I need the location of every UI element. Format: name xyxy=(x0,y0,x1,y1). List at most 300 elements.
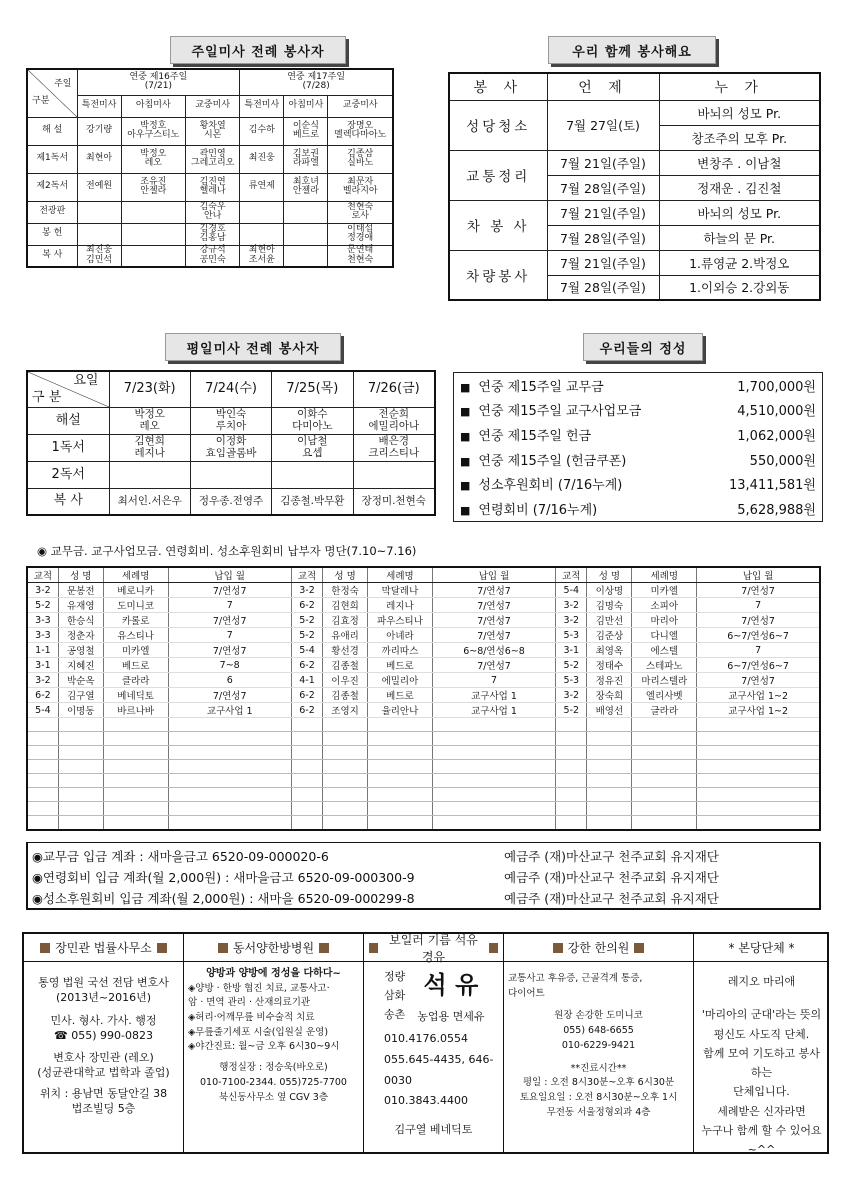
empty-cell xyxy=(632,760,697,774)
offering-label: ■ 연중 제15주일 헌금 xyxy=(460,425,737,444)
empty-cell xyxy=(587,788,632,802)
sunday-cell: 최진웅 xyxy=(240,145,284,173)
tea-label: 차 봉 사 xyxy=(449,200,547,250)
empty-cell xyxy=(103,774,168,788)
sunday-cell: 최호녀 안젤라 xyxy=(284,173,328,201)
account-line: ◉교무금 입금 계좌 : 새마을금고 6520-09-000020-6 xyxy=(32,849,329,864)
sunday-col-header: 교중미사 xyxy=(186,95,240,117)
sunday-cell: 류연제 xyxy=(240,173,284,201)
payer-cell: 교구사업 1~2 xyxy=(697,688,820,703)
payer-cell: 7/연성7 xyxy=(168,613,291,628)
table-row xyxy=(27,673,820,688)
ad-line: 평일 : 오전 8시30분~오후 6시30분 xyxy=(522,1077,675,1089)
cleaning-who: 창조주의 모후 Pr. xyxy=(659,125,820,150)
together-header-who: 누 가 xyxy=(659,73,820,100)
payer-cell: 지혜진 xyxy=(58,658,103,673)
payer-cell: 유스티나 xyxy=(103,628,168,643)
together-header-what: 봉 사 xyxy=(449,73,547,100)
empty-cell xyxy=(432,802,555,816)
empty-cell xyxy=(367,718,432,732)
payer-cell: 에스텔 xyxy=(632,643,697,658)
empty-cell xyxy=(367,802,432,816)
payer-cell: 김명숙 xyxy=(587,598,632,613)
payer-cell: 아녜라 xyxy=(367,628,432,643)
payer-cell: 마리아 xyxy=(632,613,697,628)
weekday-day-header: 7/25(목) xyxy=(272,371,353,407)
ad-line: 행정실장 : 정승욱(바오로) xyxy=(219,1062,328,1074)
table-row xyxy=(27,643,820,658)
empty-cell xyxy=(632,816,697,830)
payer-cell: 율리안나 xyxy=(367,703,432,718)
payer-cell: 최영옥 xyxy=(587,643,632,658)
sunday-cell xyxy=(121,201,185,223)
empty-cell xyxy=(103,802,168,816)
weekday-row-label: 2독서 xyxy=(27,461,109,488)
ad-line: 세례받은 신자라면 xyxy=(717,1104,806,1118)
ad-line: ◈무릎줄기세포 시술(입원실 운영) xyxy=(188,1026,329,1038)
table-row xyxy=(27,583,820,598)
empty-cell xyxy=(291,816,322,830)
payer-cell: 7/연성7 xyxy=(432,658,555,673)
payer-cell: 정태수 xyxy=(587,658,632,673)
sunday-cell: 장명오 멜렉다마아노 xyxy=(328,117,393,145)
empty-cell xyxy=(587,732,632,746)
payer-cell: 김구열 xyxy=(58,688,103,703)
payers-header: 교적 xyxy=(291,567,322,583)
payer-cell: 베드로 xyxy=(367,658,432,673)
sunday-cell: 최문자 벨라지아 xyxy=(328,173,393,201)
ad-line: 김구열 베네딕토 xyxy=(394,1123,473,1137)
empty-cell xyxy=(58,788,103,802)
weekday-day-header: 7/24(수) xyxy=(190,371,271,407)
payers-header: 납입 월 xyxy=(432,567,555,583)
payer-cell: 5-2 xyxy=(291,628,322,643)
empty-cell xyxy=(697,746,820,760)
payer-cell: 박순옥 xyxy=(58,673,103,688)
ad-line: 010.4176.0554 xyxy=(384,1031,468,1045)
payer-cell: 황선경 xyxy=(323,643,368,658)
payers-header-row xyxy=(27,567,820,583)
empty-cell xyxy=(168,788,291,802)
empty-cell xyxy=(697,732,820,746)
sunday-cell xyxy=(121,245,185,267)
vehicle-when: 7월 28일(주일) xyxy=(547,275,659,300)
sunday-cell: 문연태 천현숙 xyxy=(328,245,393,267)
ad-lawyer-title: 장민관 법률사무소 xyxy=(55,941,152,955)
payer-cell: 정춘자 xyxy=(58,628,103,643)
empty-cell xyxy=(367,760,432,774)
payer-cell: 교구사업 1 xyxy=(432,703,555,718)
empty-cell xyxy=(556,816,587,830)
weekday-cell xyxy=(190,461,271,488)
weekday-table xyxy=(26,370,436,516)
payer-cell: 까리따스 xyxy=(367,643,432,658)
ad-clinic-title: 강한 한의원 xyxy=(567,941,630,955)
payer-cell: 파우스티나 xyxy=(367,613,432,628)
empty-cell xyxy=(27,746,58,760)
empty-cell xyxy=(103,718,168,732)
vehicle-when: 7월 21일(주일) xyxy=(547,250,659,275)
ad-line: 다이어트 xyxy=(508,987,545,999)
offering-list xyxy=(453,372,823,522)
payers-header: 성 명 xyxy=(587,567,632,583)
account-holder: 예금주 (재)마산교구 천주교회 유지재단 xyxy=(504,891,719,906)
weekday-cell: 김종철.박무환 xyxy=(272,488,353,515)
empty-cell xyxy=(103,788,168,802)
payer-cell: 7/연성7 xyxy=(432,628,555,643)
payer-cell: 김효정 xyxy=(323,613,368,628)
sunday-cell xyxy=(240,201,284,223)
vehicle-who: 1.류영균 2.박정오 xyxy=(659,250,820,275)
ad-line: ◈허리·어깨무릎 비수술적 치료 xyxy=(188,1011,315,1023)
weekday-row-label: 1독서 xyxy=(27,434,109,461)
table-row xyxy=(27,658,820,673)
payer-cell: 3-3 xyxy=(27,628,58,643)
sunday-cell: 박정호 아우구스티노 xyxy=(121,117,185,145)
payers-header: 세례명 xyxy=(367,567,432,583)
together-table xyxy=(448,72,821,301)
sunday-cell: 김진연 헬레나 xyxy=(186,173,240,201)
empty-cell xyxy=(556,718,587,732)
ad-hospital xyxy=(184,934,364,1152)
empty-cell xyxy=(323,732,368,746)
payer-cell: 이명동 xyxy=(58,703,103,718)
payer-cell: 7 xyxy=(697,643,820,658)
ad-oil xyxy=(364,934,504,1152)
weekday-cell: 배은경 크리스티나 xyxy=(353,434,435,461)
week1-label: 연중 제16주일 xyxy=(129,71,188,82)
payer-cell: 배영선 xyxy=(587,703,632,718)
payers-header: 납입 월 xyxy=(697,567,820,583)
ad-line: 원장 손강한 도미니코 xyxy=(554,1010,643,1022)
payer-cell: 카롤로 xyxy=(103,613,168,628)
ad-line: ◈양방 · 한방 협진 치료, 교통사고· xyxy=(188,982,330,994)
sunday-cell: 조유진 안젤라 xyxy=(121,173,185,201)
payer-cell: 스테파노 xyxy=(632,658,697,673)
empty-cell xyxy=(556,802,587,816)
ad-line: (2013년~2016년) xyxy=(55,990,152,1004)
payer-cell: 클라라 xyxy=(103,673,168,688)
payer-cell: 교구사업 1 xyxy=(432,688,555,703)
payer-cell: 소피아 xyxy=(632,598,697,613)
sunday-cell: 이태섭 정경애 xyxy=(328,223,393,245)
payer-cell: 7 xyxy=(168,598,291,613)
sunday-row xyxy=(27,201,393,223)
offering-amount: 4,510,000원 xyxy=(737,404,816,420)
empty-cell xyxy=(291,802,322,816)
payer-cell: 3-2 xyxy=(556,613,587,628)
empty-cell xyxy=(323,746,368,760)
empty-cell xyxy=(323,718,368,732)
empty-cell xyxy=(697,774,820,788)
empty-cell xyxy=(587,774,632,788)
empty-cell xyxy=(168,816,291,830)
payer-cell: 6-2 xyxy=(291,703,322,718)
payer-cell: 6~7/연성6~7 xyxy=(697,658,820,673)
weekday-day-header: 7/23(화) xyxy=(109,371,190,407)
table-row xyxy=(27,598,820,613)
weekday-row xyxy=(27,461,435,488)
payer-cell: 한승식 xyxy=(58,613,103,628)
payer-cell: 이상명 xyxy=(587,583,632,598)
table-row xyxy=(27,688,820,703)
ad-line: ☎ 055) 990-0823 xyxy=(54,1028,153,1042)
empty-cell xyxy=(697,760,820,774)
payer-cell: 7/연성7 xyxy=(697,583,820,598)
empty-cell xyxy=(587,816,632,830)
sunday-cell: 황차열 시몬 xyxy=(186,117,240,145)
payer-cell: 6-2 xyxy=(291,658,322,673)
payer-cell: 교구사업 1~2 xyxy=(697,703,820,718)
offering-row xyxy=(454,471,822,496)
tea-who: 바뇌의 성모 Pr. xyxy=(659,200,820,225)
payer-cell: 7 xyxy=(697,598,820,613)
ad-oil-coop: 농업용 면세유 xyxy=(417,1009,485,1023)
empty-cell xyxy=(432,788,555,802)
weekday-cell: 이화수 다미아노 xyxy=(272,407,353,434)
ad-oil-title: 보일러 기름 석유 경유 xyxy=(389,932,478,964)
payer-cell: 6~8/연성6~8 xyxy=(432,643,555,658)
sunday-col-header: 특전미사 xyxy=(240,95,284,117)
sunday-cell: 이순식 베드로 xyxy=(284,117,328,145)
empty-cell xyxy=(632,746,697,760)
offering-row xyxy=(454,447,822,472)
sunday-corner-bottom: 구분 xyxy=(32,96,50,107)
payer-cell: 3-1 xyxy=(27,658,58,673)
sunday-row xyxy=(27,173,393,201)
weekday-cell: 박정오 레오 xyxy=(109,407,190,434)
weekday-cell: 장정미.천현숙 xyxy=(353,488,435,515)
tea-when: 7월 21일(주일) xyxy=(547,200,659,225)
traffic-when: 7월 21일(주일) xyxy=(547,150,659,175)
empty-cell xyxy=(291,746,322,760)
weekday-day-header: 7/26(금) xyxy=(353,371,435,407)
ad-group-title: * 본당단체 * xyxy=(694,934,829,962)
empty-cell xyxy=(168,746,291,760)
ad-line: 토요일요일 : 오전 8시30분~오후 1시 xyxy=(519,1092,678,1104)
empty-cell xyxy=(697,788,820,802)
payer-cell: 7/연성7 xyxy=(168,583,291,598)
payer-cell: 문봉전 xyxy=(58,583,103,598)
empty-cell xyxy=(367,816,432,830)
payer-cell: 7/연성7 xyxy=(432,613,555,628)
payer-cell: 5-4 xyxy=(291,643,322,658)
empty-cell xyxy=(587,718,632,732)
vehicle-label: 차량봉사 xyxy=(449,250,547,300)
payer-cell: 한정숙 xyxy=(323,583,368,598)
payer-cell: 5-2 xyxy=(556,658,587,673)
empty-cell xyxy=(27,774,58,788)
ad-group xyxy=(694,934,829,1156)
payer-cell: 5-2 xyxy=(556,703,587,718)
sunday-row xyxy=(27,117,393,145)
weekday-corner-bottom: 구 분 xyxy=(32,389,62,405)
empty-cell xyxy=(27,718,58,732)
week2-date: (7/28) xyxy=(302,81,330,92)
offering-label: ■ 연중 제15주일 (헌금쿠폰) xyxy=(460,450,750,469)
payer-cell: 7/연성7 xyxy=(168,688,291,703)
empty-row xyxy=(27,788,820,802)
sunday-cell: 김보권 라파엘 xyxy=(284,145,328,173)
ad-oil-big: 석 유 xyxy=(423,970,479,999)
empty-cell xyxy=(168,718,291,732)
empty-cell xyxy=(58,774,103,788)
weekday-cell xyxy=(109,461,190,488)
empty-cell xyxy=(587,802,632,816)
empty-row xyxy=(27,718,820,732)
offering-label: ■ 연령회비 (7/16누계) xyxy=(460,499,737,518)
empty-cell xyxy=(323,802,368,816)
ad-line: 암 · 면역 관리 · 산재의료기관 xyxy=(188,997,311,1009)
payers-header: 세례명 xyxy=(103,567,168,583)
sunday-row-label: 봉 헌 xyxy=(27,223,77,245)
table-row xyxy=(27,703,820,718)
payer-cell: 글라라 xyxy=(632,703,697,718)
empty-row xyxy=(27,816,820,830)
payer-cell: 6~7/연성6~7 xyxy=(697,628,820,643)
payer-cell: 5-2 xyxy=(291,613,322,628)
ad-line: 민사. 형사. 가사. 행정 xyxy=(50,1013,157,1027)
ad-line: 함께 모여 기도하고 봉사하는 xyxy=(703,1046,820,1079)
payer-cell: 장숙희 xyxy=(587,688,632,703)
weekday-cell: 김현희 레지나 xyxy=(109,434,190,461)
payer-cell: 3-2 xyxy=(27,673,58,688)
payer-cell: 6-2 xyxy=(291,598,322,613)
empty-cell xyxy=(697,802,820,816)
sunday-cell: 곽민영 그레고리오 xyxy=(186,145,240,173)
empty-cell xyxy=(27,816,58,830)
sunday-row-label: 제1독서 xyxy=(27,145,77,173)
tea-who: 하늘의 문 Pr. xyxy=(659,225,820,250)
payer-cell: 미카엘 xyxy=(632,583,697,598)
payer-cell: 김준상 xyxy=(587,628,632,643)
empty-cell xyxy=(632,732,697,746)
empty-cell xyxy=(168,802,291,816)
sunday-table xyxy=(26,68,394,268)
payers-header: 성 명 xyxy=(323,567,368,583)
empty-cell xyxy=(556,788,587,802)
payer-cell: 7 xyxy=(432,673,555,688)
weekday-row-label: 복 사 xyxy=(27,488,109,515)
payer-cell: 다니엘 xyxy=(632,628,697,643)
empty-cell xyxy=(432,760,555,774)
payer-cell: 김만선 xyxy=(587,613,632,628)
ad-line: 단체입니다. xyxy=(733,1085,790,1099)
ad-line: 010.3843.4400 xyxy=(384,1094,468,1108)
empty-cell xyxy=(168,774,291,788)
empty-cell xyxy=(556,774,587,788)
account-holder: 예금주 (재)마산교구 천주교회 유지재단 xyxy=(504,849,719,864)
ad-line: 교통사고 후유증, 근골격계 통증, xyxy=(508,973,643,984)
sunday-cell: 강기량 xyxy=(77,117,121,145)
offering-amount: 1,700,000원 xyxy=(737,379,816,395)
sunday-cell: 김종삼 실바노 xyxy=(328,145,393,173)
sunday-cell: 김숙우 안나 xyxy=(186,201,240,223)
ad-line: 무전동 서울정형외과 4층 xyxy=(546,1106,651,1118)
payer-cell: 3-2 xyxy=(291,583,322,598)
ads-box xyxy=(22,932,829,1154)
ad-line: 변호사 장민관 (레오) xyxy=(53,1051,154,1065)
empty-cell xyxy=(168,732,291,746)
sunday-cell xyxy=(240,223,284,245)
payer-cell: 3-3 xyxy=(27,613,58,628)
empty-cell xyxy=(103,760,168,774)
weekday-cell xyxy=(353,461,435,488)
empty-row xyxy=(27,760,820,774)
payers-header: 교적 xyxy=(27,567,58,583)
payer-cell: 유애리 xyxy=(323,628,368,643)
cleaning-label: 성당청소 xyxy=(449,100,547,150)
offering-row xyxy=(454,422,822,447)
payer-cell: 7 xyxy=(168,628,291,643)
payer-cell: 베드로 xyxy=(367,688,432,703)
empty-cell xyxy=(697,718,820,732)
ad-line: ◈야간진료: 월~금 오후 6시30~9시 xyxy=(188,1041,340,1053)
payer-cell: 5-4 xyxy=(556,583,587,598)
payers-header: 세례명 xyxy=(632,567,697,583)
empty-cell xyxy=(367,746,432,760)
account-holder: 예금주 (재)마산교구 천주교회 유지재단 xyxy=(504,870,719,885)
empty-cell xyxy=(367,732,432,746)
empty-cell xyxy=(556,760,587,774)
payer-cell: 3-2 xyxy=(27,583,58,598)
sunday-col-header: 교중미사 xyxy=(328,95,393,117)
offering-label: ■ 연중 제15주일 교무금 xyxy=(460,376,737,395)
sunday-cell: 김경호 김홍남 xyxy=(186,223,240,245)
payer-cell: 7/연성7 xyxy=(697,613,820,628)
empty-cell xyxy=(632,788,697,802)
empty-row xyxy=(27,746,820,760)
payer-note: ◉ 교무금. 교구사업모금. 연령회비. 성소후원회비 납부자 명단(7.10~7.16) xyxy=(37,544,417,558)
payers-header: 교적 xyxy=(556,567,587,583)
traffic-who: 정재운 . 김진철 xyxy=(659,175,820,200)
empty-cell xyxy=(291,788,322,802)
empty-cell xyxy=(323,774,368,788)
empty-cell xyxy=(632,718,697,732)
ad-line: 통영 법원 국선 전담 변호사 xyxy=(38,976,169,989)
payer-cell: 베드로 xyxy=(103,658,168,673)
ad-line: 010-7100-2344. 055)725-7700 xyxy=(200,1076,347,1088)
ad-line: 010-6229-9421 xyxy=(561,1039,636,1051)
sunday-cell xyxy=(284,223,328,245)
empty-cell xyxy=(27,788,58,802)
empty-cell xyxy=(58,746,103,760)
sunday-col-header: 특전미사 xyxy=(77,95,121,117)
empty-cell xyxy=(587,760,632,774)
sunday-title: 주일미사 전례 봉사자 xyxy=(170,36,346,64)
payer-cell: 김현희 xyxy=(323,598,368,613)
weekday-row xyxy=(27,407,435,434)
empty-cell xyxy=(367,788,432,802)
ad-line: **진료시간** xyxy=(570,1062,627,1074)
payer-cell: 도미니코 xyxy=(103,598,168,613)
payer-cell: 김종철 xyxy=(323,688,368,703)
empty-cell xyxy=(58,816,103,830)
weekday-cell: 정우종.전영주 xyxy=(190,488,271,515)
empty-cell xyxy=(103,732,168,746)
empty-cell xyxy=(432,718,555,732)
payer-cell: 7~8 xyxy=(168,658,291,673)
offering-row xyxy=(454,496,822,521)
payer-cell: 7/연성7 xyxy=(168,643,291,658)
empty-cell xyxy=(103,816,168,830)
payer-cell: 막달레나 xyxy=(367,583,432,598)
vehicle-who: 1.이외승 2.강외동 xyxy=(659,275,820,300)
empty-row xyxy=(27,732,820,746)
sunday-col-header: 아침미사 xyxy=(121,95,185,117)
sunday-row xyxy=(27,145,393,173)
offering-row xyxy=(454,373,822,398)
